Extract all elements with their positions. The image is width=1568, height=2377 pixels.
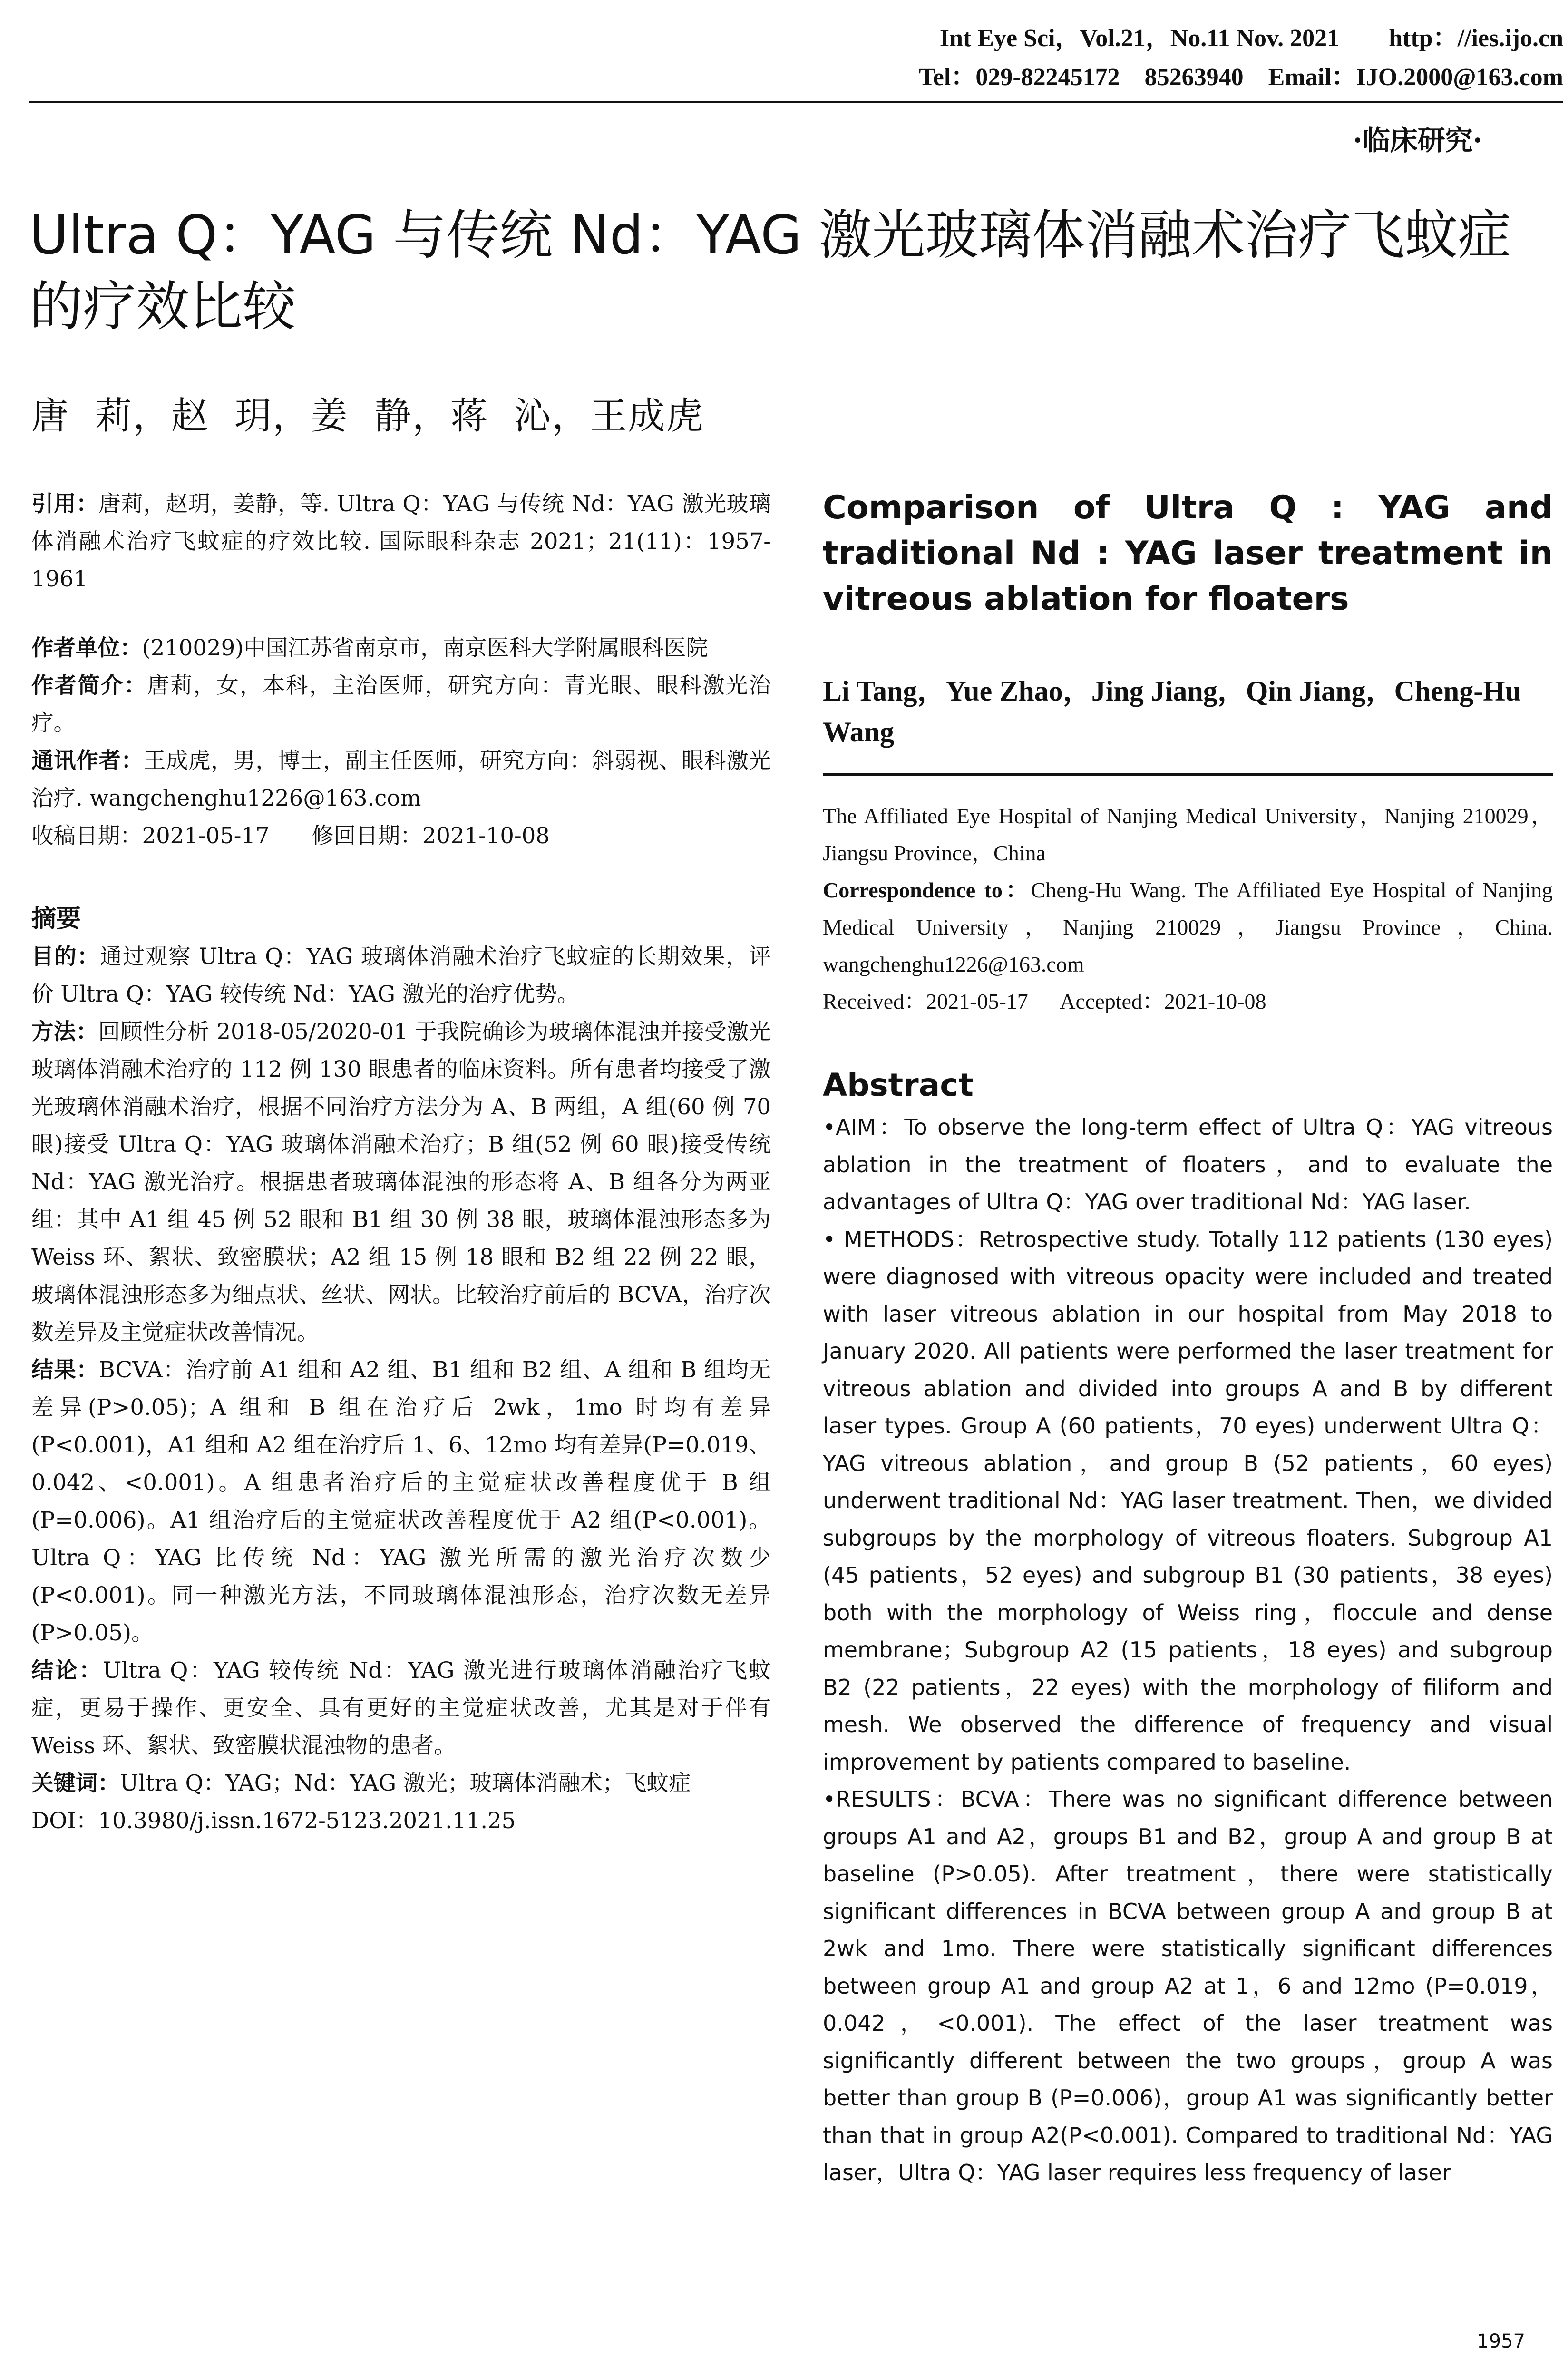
en-methods-label: • METHODS： [823,1226,979,1252]
abstract-methods [31,1013,771,1351]
english-affiliation: The Affiliated Eye Hospital of Nanjing Medical University，Nanjing 210029，Jiangsu Province，China [823,804,1553,865]
methods-text: 回顾性分析 2018-05/2020-01 于我院确诊为玻璃体混浊并接受激光玻璃体消融术治疗的 112 例 130 眼患者的临床资料。所有患者均接受了激光玻璃体消融术治疗，根据不同治疗方法分为 A、B 两组，A 组(60 例 70 眼)接受 Ultra Q：YAG 玻璃体消融术治疗；B 组(52 例 60 眼)接受传统 Nd：YAG 激光治疗。根据患者玻璃体混浊的形态将 A、B 组各分为两亚组：其中 A1 组 45 例 52 眼和 B1 组 30 例 38 眼，玻璃体混浊形态多为 Weiss 环、絮状、致密膜状；A2 组 15 例 18 眼和 B2 组 22 例 22 眼，玻璃体混浊形态多为细点状、丝状、网状。比较治疗前后的 BCVA，治疗次数差异及主觉症状改善情况。 [31,1019,771,1345]
english-rule [823,773,1553,776]
english-corr-text: Cheng-Hu Wang. The Affiliated Eye Hospital of Nanjing Medical University，Nanjing 210029，Jiangsu Province，China. wangchenghu1226@163.com [823,878,1553,976]
english-title: Comparison of Ultra Q : YAG and traditional Nd : YAG laser treatment in vitreous ablation for floaters [823,489,1553,618]
english-authors: Li Tang，Yue Zhao，Jing Jiang，Qin Jiang，Cheng-Hu Wang [823,675,1521,748]
correspondence-text: 王成虎，男，博士，副主任医师，研究方向：斜弱视、眼科激光治疗. wangchenghu1226@163.com [31,748,771,811]
abstract-aim [31,938,771,1013]
english-affiliation-block [823,798,1553,1020]
bio-label: 作者简介： [31,672,147,698]
affiliation-label: 作者单位： [31,635,142,661]
section-tag: ·临床研究· [1353,124,1482,156]
keywords-label: 关键词： [31,1770,120,1796]
english-corr-label: Correspondence to： [823,878,1031,902]
abstract-conclusion [31,1652,771,1764]
author-bio [31,667,771,742]
results-text: BCVA：治疗前 A1 组和 A2 组、B1 组和 B2 组、A 组和 B 组均无差异(P>0.05)；A 组和 B 组在治疗后 2wk，1mo 时均有差异(P<0.001)，A1 组和 A2 组在治疗后 1、6、12mo 均有差异(P=0.019、0.042、<0.001)。A 组患者治疗后的主觉症状改善程度优于 B 组(P=0.006)。A1 组治疗后的主觉症状改善程度优于 A2 组(P<0.001)。Ultra Q：YAG 比传统 Nd：YAG 激光所需的激光治疗次数少(P<0.001)。同一种激光方法，不同玻璃体混浊形态，治疗次数无差异(P>0.05)。 [31,1357,771,1646]
header-rule [29,101,1563,103]
english-abstract [823,1109,1553,2192]
en-methods-text: Retrospective study. Totally 112 patients (130 eyes) were diagnosed with vitreous opacity were included and treated with laser vitreous ablation in our hospital from May 2018 to January 2020. All patients were performed the laser treatment for vitreous ablation and divided into groups A and B by different laser types. Group A (60 patients，70 eyes) underwent Ultra Q：YAG vitreous ablation，and group B (52 patients，60 eyes) underwent traditional Nd：YAG laser treatment. Then，we divided subgroups by the morphology of vitreous floaters. Subgroup A1 (45 patients，52 eyes) and subgroup B1 (30 patients，38 eyes) both with the morphology of Weiss ring，floccule and dense membrane；Subgroup A2 (15 patients，18 eyes) and subgroup B2 (22 patients，22 eyes) with the morphology of filiform and mesh. We observed the difference of frequency and visual improvement by patients compared to baseline. [823,1226,1553,1775]
chinese-column [31,485,771,1840]
aim-text: 通过观察 Ultra Q：YAG 玻璃体消融术治疗飞蚊症的长期效果，评价 Ultra Q：YAG 较传统 Nd：YAG 激光的治疗优势。 [31,944,771,1007]
correspondence-label: 通讯作者： [31,748,144,773]
affiliation [31,629,771,667]
abstract-results [31,1351,771,1652]
conclusion-text: Ultra Q：YAG 较传统 Nd：YAG 激光进行玻璃体消融治疗飞蚊症，更易于操作、更安全、具有更好的主觉症状改善，尤其是对于伴有 Weiss 环、絮状、致密膜状混浊物的患者。 [31,1657,771,1758]
keywords [31,1764,771,1802]
en-methods [823,1221,1553,1781]
en-results-label: •RESULTS： [823,1786,961,1812]
abstract-heading-cn: 摘要 [31,905,81,933]
citation-text: 唐莉，赵玥，姜静，等. Ultra Q：YAG 与传统 Nd：YAG 激光玻璃体消融术治疗飞蚊症的疗效比较. 国际眼科杂志 2021；21(11)：1957-1961 [31,491,771,592]
results-label: 结果： [31,1357,99,1383]
en-aim [823,1109,1553,1221]
english-correspondence [823,872,1553,983]
author-list: 唐 莉，赵 玥，姜 静，蒋 沁，王成虎 [31,395,704,438]
conclusion-label: 结论： [31,1657,103,1683]
en-aim-label: •AIM： [823,1114,905,1140]
english-column [823,485,1553,2192]
journal-header-line1: Int Eye Sci，Vol.21，No.11 Nov. 2021 http：//ies.ijo.cn [939,25,1563,52]
abstract-heading-en: Abstract [823,1067,974,1103]
journal-header-line2: Tel：029-82245172 85263940 Email：IJO.2000@163.com [918,64,1563,91]
en-aim-text: To observe the long-term effect of Ultra Q：YAG vitreous ablation in the treatment of floaters，and to evaluate the advantages of Ultra Q：YAG over traditional Nd：YAG laser. [823,1114,1553,1215]
aim-label: 目的： [31,944,100,969]
affiliation-text: (210029)中国江苏省南京市，南京医科大学附属眼科医院 [142,635,708,661]
page-number: 1957 [1477,2330,1525,2352]
citation-label: 引用： [31,491,99,516]
page-title: Ultra Q：YAG 与传统 Nd：YAG 激光玻璃体消融术治疗飞蚊症的疗效比较 [29,205,1511,338]
citation [31,485,771,598]
bio-text: 唐莉，女，本科，主治医师，研究方向：青光眼、眼科激光治疗。 [31,672,771,736]
en-results [823,1781,1553,2192]
english-dates: Received：2021-05-17 Accepted：2021-10-08 [823,989,1266,1013]
received-dates: 收稿日期：2021-05-17 修回日期：2021-10-08 [31,823,550,848]
doi: DOI：10.3980/j.issn.1672-5123.2021.11.25 [31,1808,516,1833]
methods-label: 方法： [31,1019,98,1044]
correspondence [31,742,771,817]
en-results-text: BCVA：There was no significant difference between groups A1 and A2，groups B1 and B2，group A and group B at baseline (P>0.05). After treatment，there were statistically significant differences in BCVA between group A and group B at 2wk and 1mo. There were statistically significant differences between group A1 and group A2 at 1，6 and 12mo (P=0.019，0.042，<0.001). The effect of the laser treatment was significantly different between the two groups，group A was better than group B (P=0.006)，group A1 was significantly better than that in group A2(P<0.001). Compared to traditional Nd：YAG laser，Ultra Q：YAG laser requires less frequency of laser [823,1786,1553,2185]
keywords-text: Ultra Q：YAG；Nd：YAG 激光；玻璃体消融术；飞蚊症 [120,1770,691,1796]
